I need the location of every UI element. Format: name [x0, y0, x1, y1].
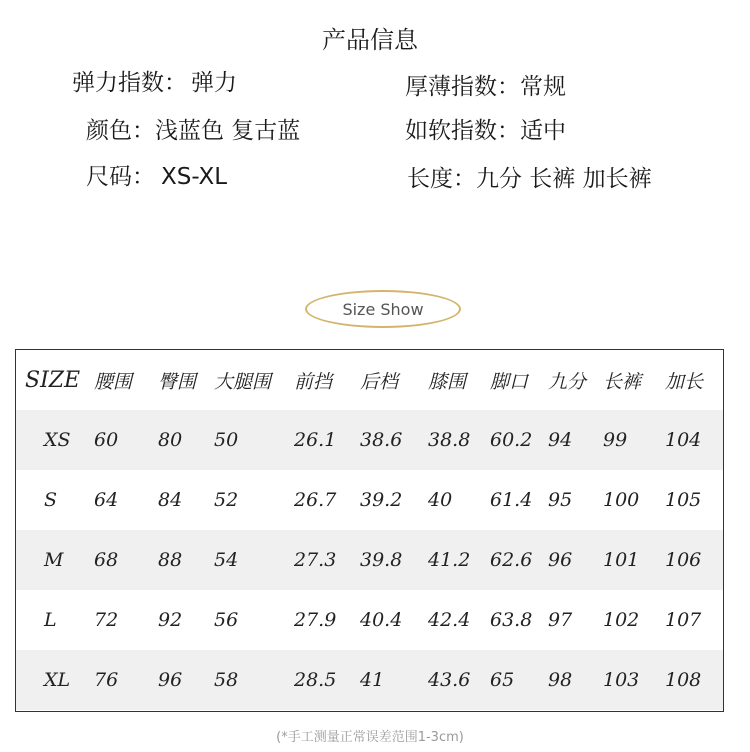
- table-cell: 39.8: [360, 530, 428, 590]
- table-cell: 88: [158, 530, 214, 590]
- table-cell: 62.6: [490, 530, 548, 590]
- color-info: [86, 112, 300, 145]
- table-cell: 68: [94, 530, 158, 590]
- softness-value: 适中: [520, 118, 566, 144]
- size-label: 尺码：: [86, 164, 155, 190]
- header-extra-long: 加长: [665, 370, 704, 393]
- header-thigh: 大腿围: [214, 370, 272, 393]
- table-cell: 104: [665, 410, 723, 470]
- table-cell: 97: [548, 609, 573, 631]
- table-cell: 95: [548, 489, 573, 511]
- table-cell: 102: [603, 609, 640, 631]
- elasticity-info: [72, 64, 237, 97]
- table-cell: 96: [158, 650, 214, 710]
- softness-label: 如软指数：: [405, 118, 520, 144]
- table-cell: 94: [548, 410, 603, 470]
- table-cell: 107: [665, 609, 702, 631]
- table-cell: 98: [548, 650, 603, 710]
- table-cell: 63.8: [490, 609, 533, 631]
- table-cell: 40.4: [360, 609, 403, 631]
- table-cell: 108: [665, 650, 723, 710]
- size-info: [86, 158, 227, 191]
- color-value: 浅蓝色 复古蓝: [155, 118, 301, 144]
- measurement-note: (*手工测量正常误差范围1-3cm): [276, 730, 464, 745]
- table-cell: 92: [158, 609, 183, 631]
- table-cell: 103: [603, 650, 665, 710]
- length-value: 九分 长裤 加长裤: [476, 166, 652, 192]
- table-cell: 38.6: [360, 410, 428, 470]
- table-row: [16, 470, 723, 530]
- table-cell: 54: [214, 530, 294, 590]
- color-label: 颜色：: [86, 118, 155, 144]
- table-row: [16, 650, 723, 710]
- table-cell: 61.4: [490, 489, 533, 511]
- header-hip: 臀围: [158, 370, 197, 393]
- softness-info: [405, 112, 566, 145]
- thickness-info: [405, 68, 566, 101]
- table-cell: 42.4: [428, 609, 471, 631]
- table-cell: 39.2: [360, 489, 403, 511]
- table-cell: 60.2: [490, 410, 548, 470]
- table-cell: 60: [94, 410, 158, 470]
- table-cell: 43.6: [428, 650, 490, 710]
- header-front-rise: 前挡: [294, 370, 333, 393]
- size-value: XS-XL: [161, 164, 228, 190]
- table-cell: 27.3: [294, 530, 360, 590]
- table-cell: 28.5: [294, 650, 360, 710]
- table-row: [16, 410, 723, 470]
- table-cell: 56: [214, 609, 239, 631]
- table-cell: S: [44, 489, 58, 511]
- table-cell: 50: [214, 410, 294, 470]
- table-cell: 72: [94, 609, 119, 631]
- header-knee: 膝围: [428, 370, 467, 393]
- length-info: [407, 160, 652, 193]
- length-label: 长度：: [407, 166, 476, 192]
- table-cell: 38.8: [428, 410, 490, 470]
- table-cell: 80: [158, 410, 214, 470]
- thickness-label: 厚薄指数：: [405, 74, 520, 100]
- elasticity-value: 弹力: [191, 70, 237, 96]
- table-cell: 40: [428, 489, 453, 511]
- size-table-frame: [15, 349, 724, 712]
- size-show-label: Size Show: [342, 299, 424, 319]
- header-cropped: 九分: [548, 370, 587, 393]
- header-hem: 脚口: [490, 370, 529, 393]
- thickness-value: 常规: [520, 74, 566, 100]
- header-waist: 腰围: [94, 370, 133, 393]
- header-back-rise: 后档: [360, 370, 399, 393]
- table-cell: L: [44, 609, 57, 631]
- table-cell: 41: [360, 650, 428, 710]
- table-cell: 64: [94, 489, 119, 511]
- elasticity-label: 弹力指数：: [72, 70, 187, 96]
- table-cell: M: [16, 530, 94, 590]
- table-cell: 106: [665, 530, 723, 590]
- table-cell: 52: [214, 489, 239, 511]
- table-cell: 41.2: [428, 530, 490, 590]
- header-long: 长裤: [603, 370, 642, 393]
- size-table: [16, 350, 723, 710]
- table-row: [16, 590, 723, 650]
- table-cell: 84: [158, 489, 183, 511]
- table-cell: 26.7: [294, 489, 337, 511]
- table-cell: 76: [94, 650, 158, 710]
- size-show-badge: [305, 290, 461, 328]
- table-cell: 105: [665, 489, 702, 511]
- table-cell: 58: [214, 650, 294, 710]
- table-cell: XL: [16, 650, 94, 710]
- table-cell: 99: [603, 410, 665, 470]
- table-cell: 65: [490, 650, 548, 710]
- table-header-row: [16, 350, 723, 410]
- table-cell: 27.9: [294, 609, 337, 631]
- header-size: SIZE: [25, 367, 81, 393]
- table-cell: 96: [548, 530, 603, 590]
- table-row: [16, 530, 723, 590]
- page-title: 产品信息: [322, 26, 418, 54]
- table-cell: 100: [603, 489, 640, 511]
- table-cell: 26.1: [294, 410, 360, 470]
- table-cell: 101: [603, 530, 665, 590]
- table-cell: XS: [16, 410, 94, 470]
